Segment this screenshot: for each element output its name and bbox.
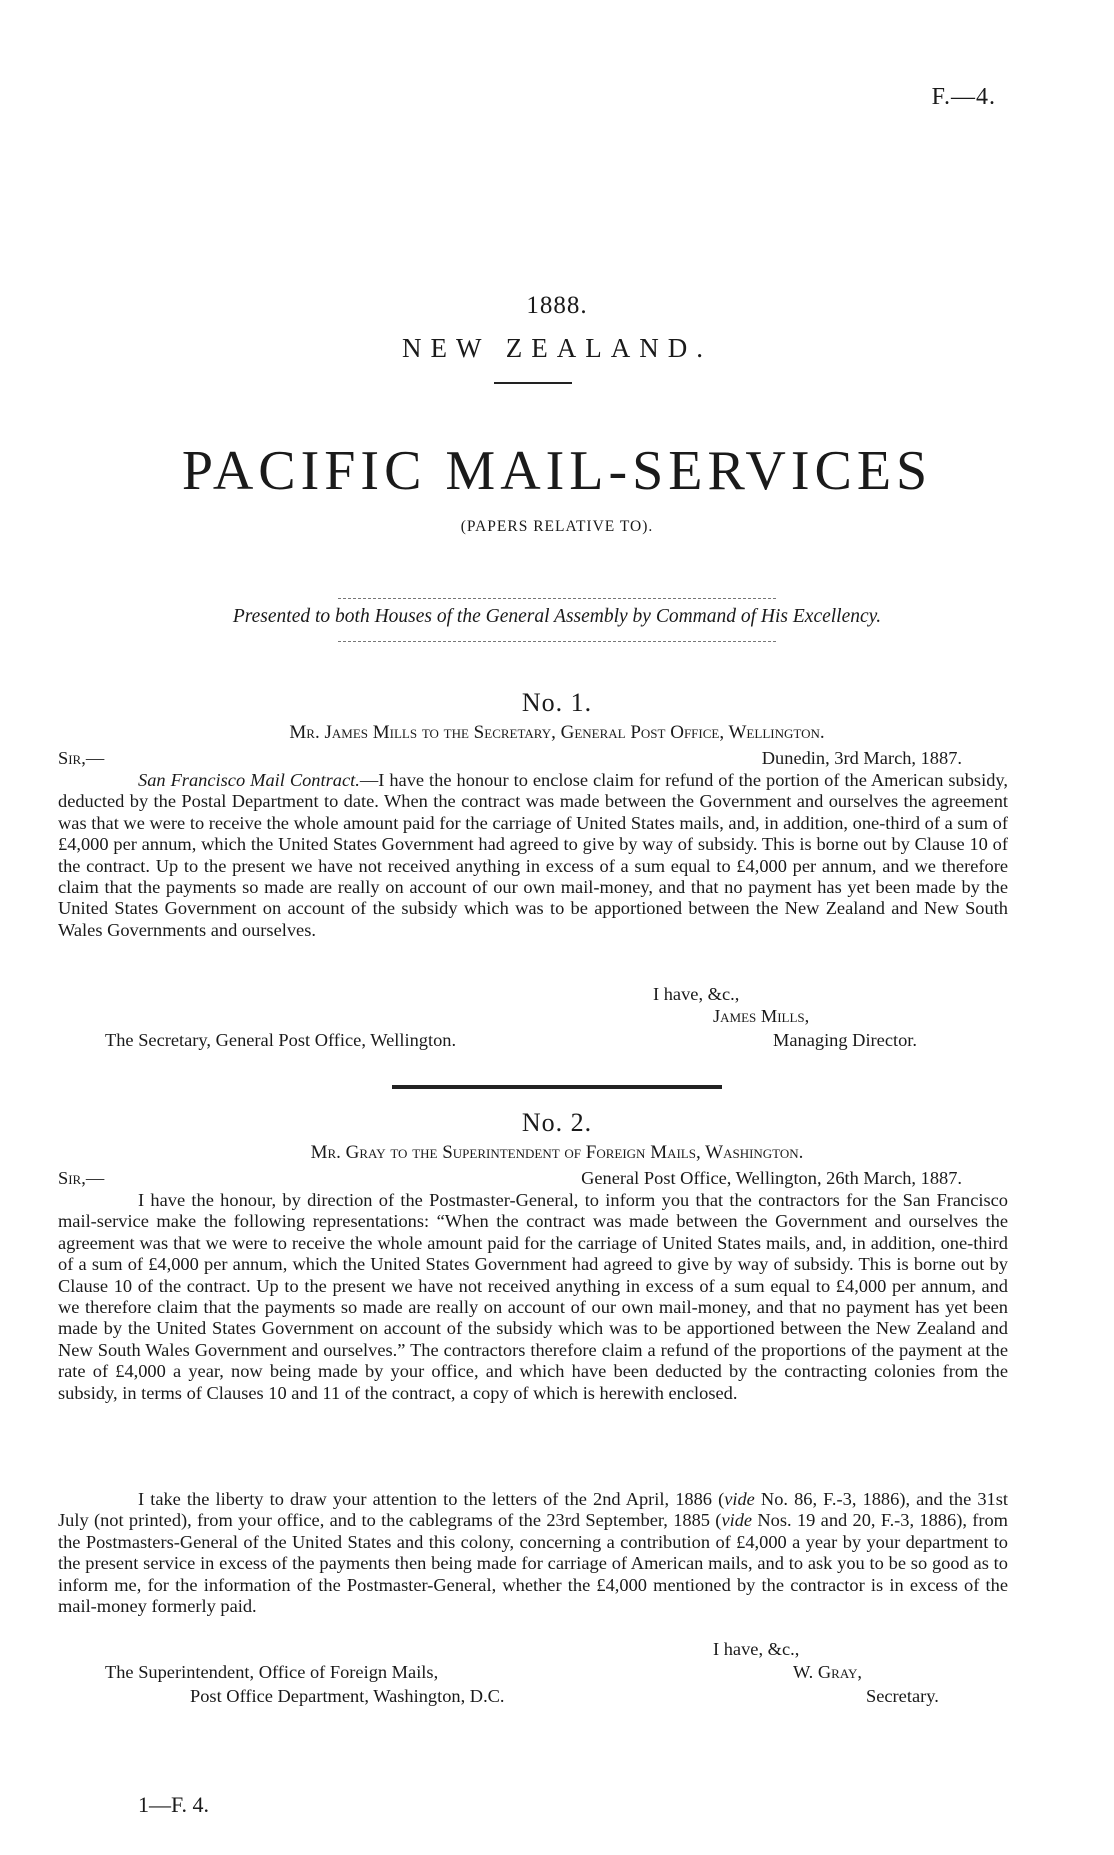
letter-2-recipient-line-1: The Superintendent, Office of Foreign Mails, bbox=[105, 1662, 439, 1682]
presented-line: Presented to both Houses of the General Assembly by Command of His Excellency. bbox=[232, 606, 882, 627]
presented-rule-bottom bbox=[338, 641, 776, 642]
document-title: PACIFIC MAIL-SERVICES bbox=[181, 440, 933, 502]
letter-1-subject: San Francisco Mail Contract. bbox=[138, 770, 360, 790]
letter-2-vide-2: vide bbox=[721, 1510, 753, 1531]
presented-rule-top bbox=[338, 598, 776, 599]
letter-1-place-date: Dunedin, 3rd March, 1887. bbox=[761, 748, 962, 768]
document-subtitle: (PAPERS RELATIVE TO). bbox=[460, 518, 654, 535]
letter-1-body-text: —I have the honour to enclose claim for refund of the portion of the American subsidy, deducted by the Postal Department to date. When the contract was made between the Government and ourselves the agreement was that we were to receive the whole amount paid for the carriage of United States mails, and, in addition, one-third of a sum of £4,000 per annum, which the United States Government had agreed to give by way of subsidy. This is borne out by Clause 10 of the contract. Up to the present we have not received anything in excess of a sum equal to £4,000 per annum, and we therefore claim that the payments so made are really on account of our own mail-money, and that no payment has yet been made by the United States Government on account of the subsidy which was to be apportioned between the New Zealand and New South Wales Governments and ourselves. bbox=[58, 770, 1008, 940]
letter-2-paragraph-2-part-a: I take the liberty to draw your attention to the letters of the 2nd April, 1886 ( bbox=[138, 1489, 725, 1509]
letter-2-salutation: Sir,— bbox=[58, 1168, 105, 1188]
letter-2-closing: I have, &c., bbox=[713, 1639, 800, 1659]
letter-1-closing: I have, &c., bbox=[653, 984, 740, 1004]
letter-1-number: No. 1. bbox=[521, 688, 593, 717]
section-divider bbox=[392, 1085, 722, 1089]
page-reference: F.—4. bbox=[931, 84, 996, 110]
letter-1-body bbox=[58, 770, 1008, 941]
letter-2-signature-title: Secretary. bbox=[866, 1686, 939, 1706]
letter-1-recipient: The Secretary, General Post Office, Wellington. bbox=[105, 1030, 457, 1050]
title-rule bbox=[494, 382, 572, 384]
letter-2-paragraph-1: I have the honour, by direction of the Postmaster-General, to inform you that the contractors for the San Francisco mail-service make the following representations: “When the contract was made between the Government and ourselves the agreement was that we were to receive the whole amount paid for the carriage of United States mails, and, in addition, one-third of a sum of £4,000 per annum, which the United States Government had agreed to give by way of subsidy. This is borne out by Clause 10 of the contract. Up to the present we have not received anything in excess of a sum equal to £4,000 per annum, and we therefore claim that the payments so made are really on account of our own mail-money, and that no payment has yet been made by the United States Government on account of the subsidy which was to be apportioned between the New Zealand and New South Wales Government and ourselves.” The contractors therefore claim a refund of the proportions of the payment at the rate of £4,000 a year, now being made by your office, and which have been deducted by the contracting colonies from the subsidy, in terms of Clauses 10 and 11 of the contract, a copy of which is herewith enclosed. bbox=[58, 1190, 1008, 1403]
letter-1-signature-title: Managing Director. bbox=[773, 1030, 918, 1050]
letter-1-salutation: Sir,— bbox=[58, 748, 105, 768]
letter-2-paragraph-2 bbox=[58, 1489, 1008, 1617]
year: 1888. bbox=[526, 292, 588, 319]
letter-2-paragraph-2-part-b: No. 86, F.-3, 1886), and the 31st July (not printed), from your office, and to the cablegrams of the 23rd September, 1885 ( bbox=[58, 1489, 1008, 1531]
letter-2-recipient-line-2: Post Office Department, Washington, D.C. bbox=[190, 1686, 505, 1706]
letter-2-paragraph-2-part-c: Nos. 19 and 20, F.-3, 1886), from the Postmasters-General of the United States and this colony, concerning a contribution of £4,000 a year by your department to the present service in excess of the payments then being made for carriage of American mails, and to ask you to be so good as to inform me, for the information of the Postmaster-General, whether the £4,000 mentioned by the contractor is in excess of the mail-money formerly paid. bbox=[58, 1510, 1008, 1617]
country: NEW ZEALAND. bbox=[402, 333, 712, 363]
letter-2-vide-1: vide bbox=[724, 1489, 755, 1509]
letter-2-signature: W. Gray, bbox=[793, 1662, 862, 1682]
letter-1-signature: James Mills, bbox=[713, 1006, 810, 1026]
letter-2-address-line: Mr. Gray to the Superintendent of Foreign Mails, Washington. bbox=[310, 1142, 804, 1163]
letter-2-place-date: General Post Office, Wellington, 26th March, 1887. bbox=[581, 1168, 962, 1188]
letter-2-number: No. 2. bbox=[521, 1108, 593, 1137]
signature-mark: 1—F. 4. bbox=[138, 1792, 209, 1817]
letter-1-address-line: Mr. James Mills to the Secretary, General Post Office, Wellington. bbox=[289, 722, 825, 743]
